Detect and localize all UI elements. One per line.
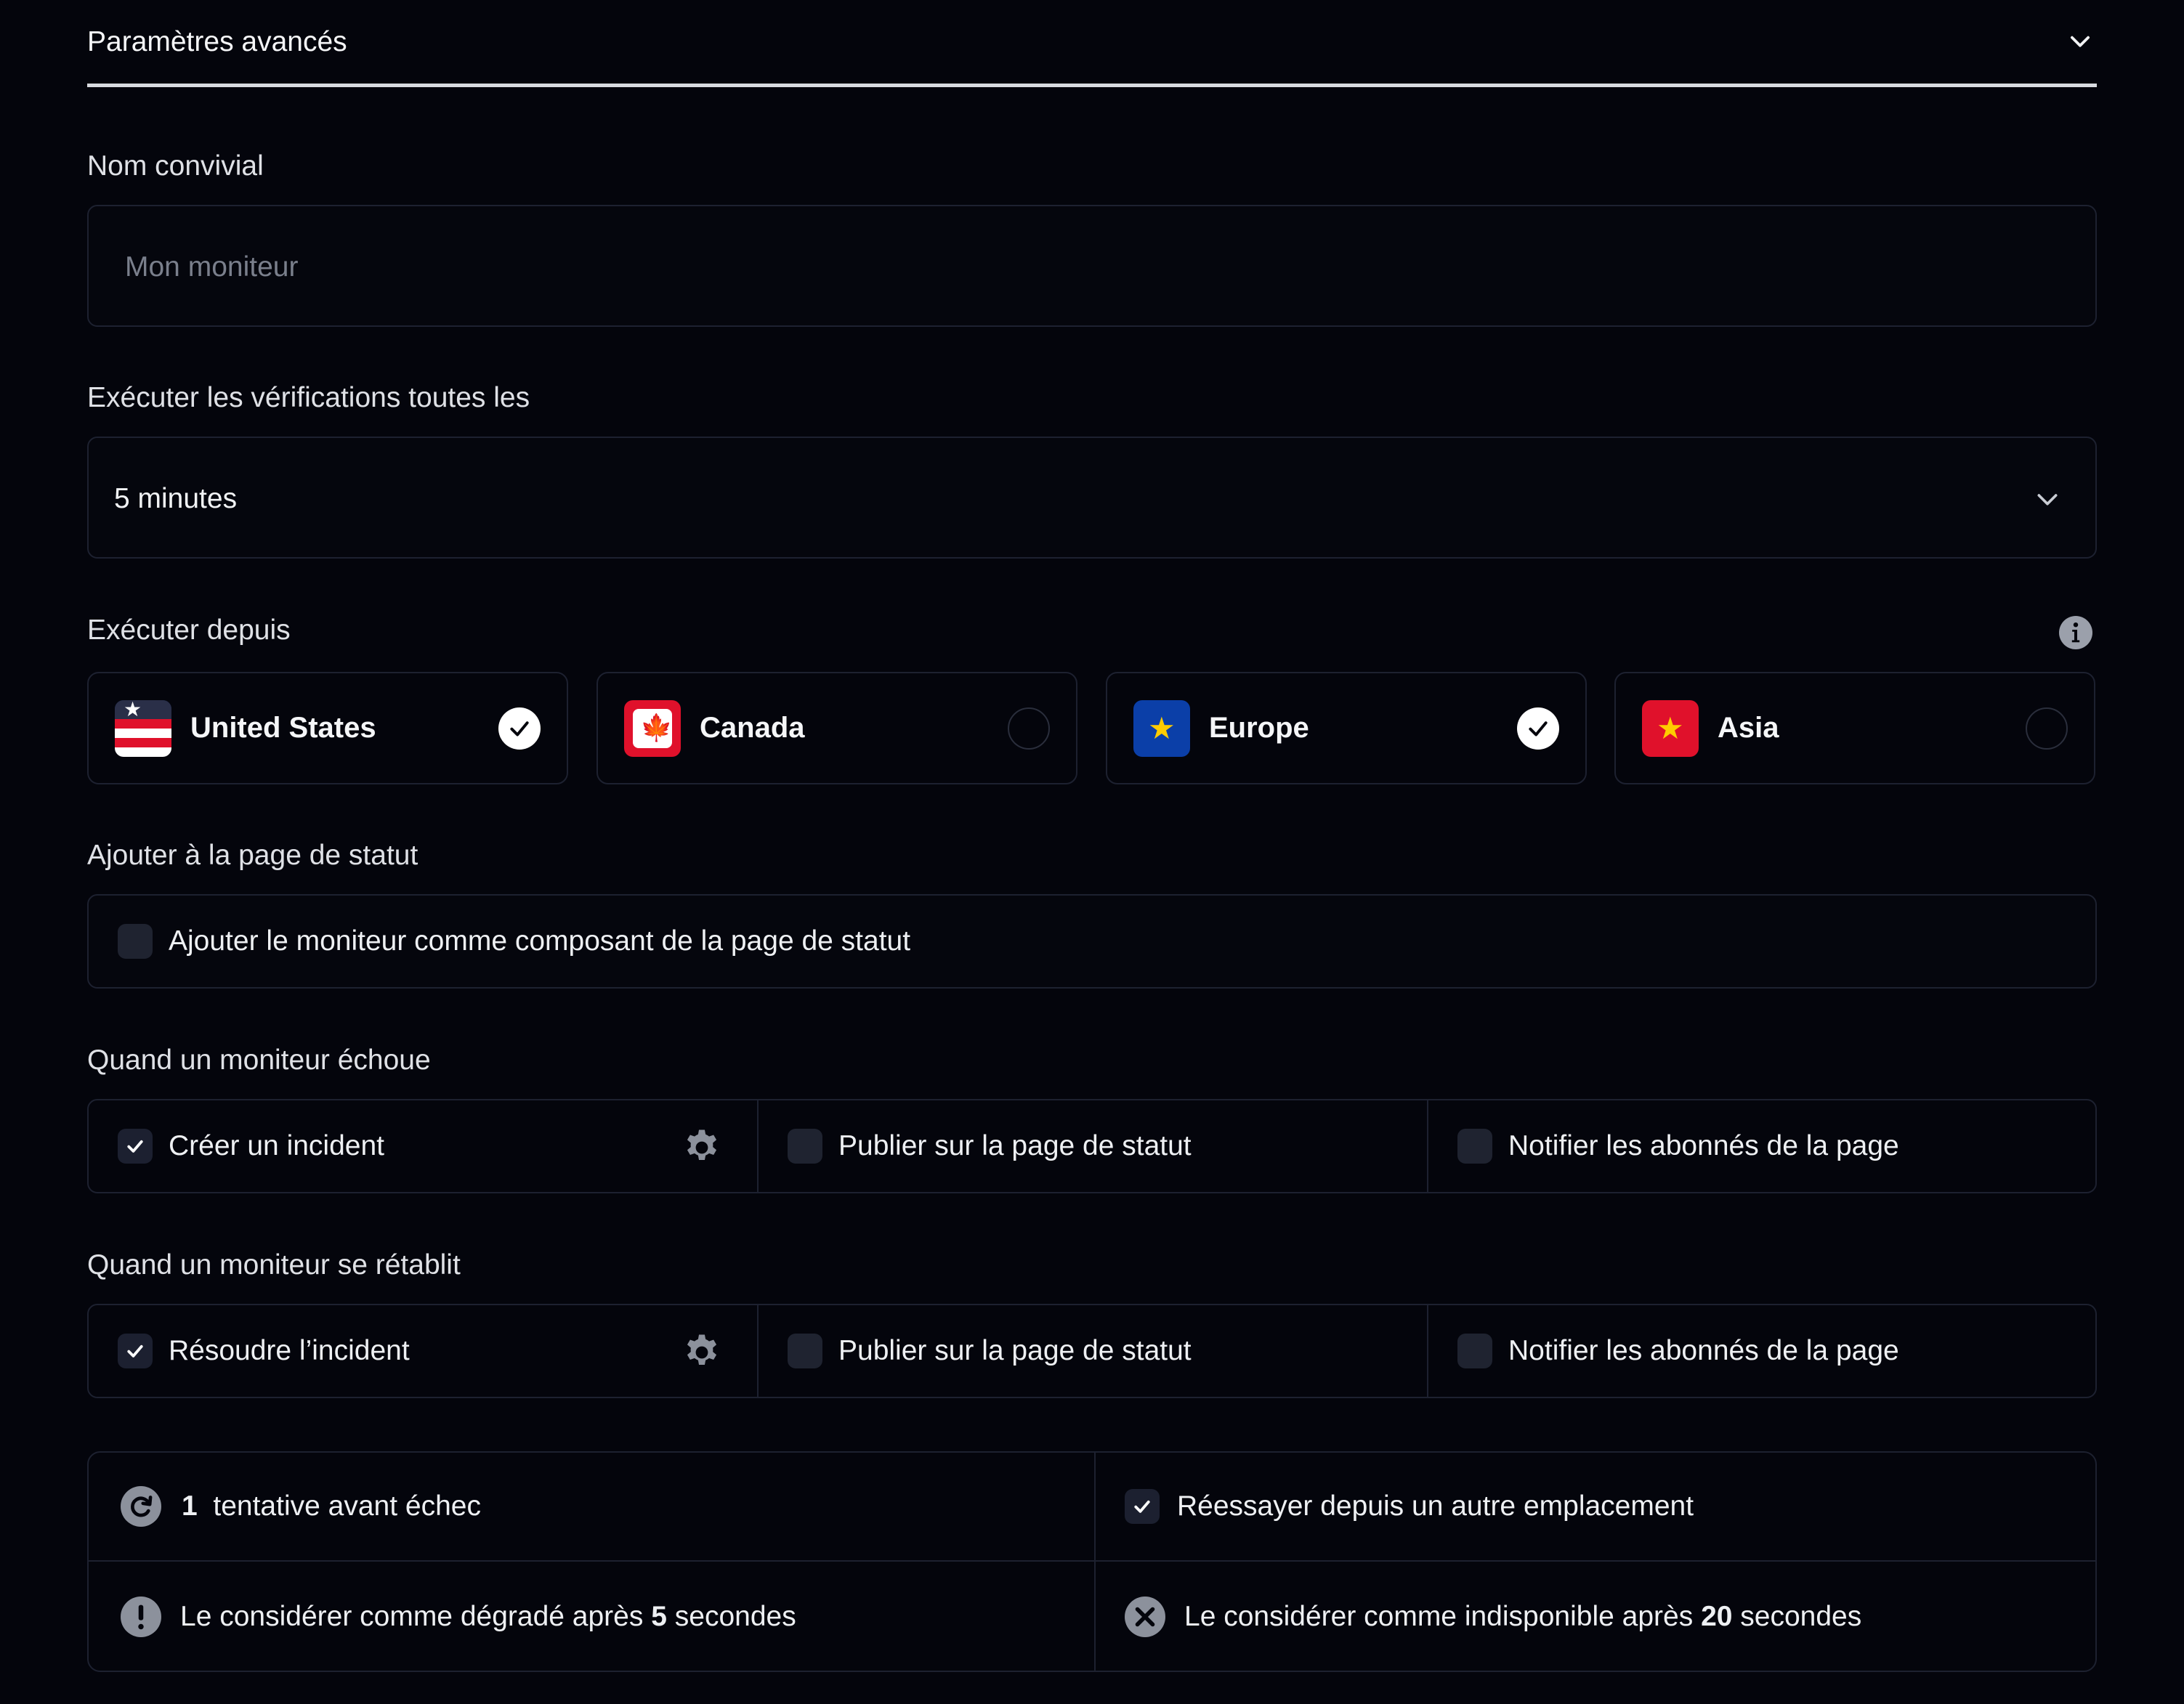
retry-icon (121, 1486, 161, 1527)
publish-status-page-label: Publier sur la page de statut (838, 1335, 1192, 1366)
status-page-option[interactable] (87, 894, 2097, 989)
chevron-down-icon (2033, 484, 2062, 514)
retry-settings-panel (87, 1451, 2097, 1672)
region-card-europe[interactable] (1106, 672, 1587, 784)
create-incident-checkbox[interactable] (118, 1129, 153, 1164)
publish-status-page-option[interactable] (757, 1099, 1428, 1193)
create-incident-option[interactable] (87, 1099, 759, 1193)
friendly-name-label: Nom convivial (87, 150, 264, 182)
gear-icon[interactable] (682, 1127, 722, 1168)
regions-label: Exécuter depuis (87, 614, 291, 646)
resolve-incident-option[interactable] (87, 1304, 759, 1398)
resolve-incident-label: Résoudre l’incident (169, 1335, 410, 1366)
region-name: Europe (1209, 712, 1309, 744)
friendly-name-input[interactable] (87, 205, 2097, 327)
degraded-after: secondes (674, 1601, 796, 1632)
retries-label: tentative avant échec (213, 1490, 481, 1522)
create-incident-label: Créer un incident (169, 1130, 384, 1161)
unavailable-value: 20 (1701, 1601, 1733, 1632)
region-name: Canada (700, 712, 805, 744)
status-page-option-label: Ajouter le moniteur comme composant de la page de statut (169, 925, 911, 957)
retries-count: 1 (182, 1490, 198, 1522)
retry-other-location-checkbox[interactable] (1125, 1489, 1160, 1524)
region-name: United States (190, 712, 376, 744)
chevron-up-icon (2066, 28, 2094, 56)
region-unselected-radio[interactable] (2026, 707, 2068, 750)
publish-status-page-checkbox[interactable] (788, 1334, 822, 1368)
advanced-settings-title: Paramètres avancés (87, 25, 347, 57)
info-icon[interactable] (2058, 615, 2093, 650)
check-icon (507, 716, 532, 741)
panel-divider (1094, 1453, 1096, 1671)
frequency-value: 5 minutes (114, 483, 238, 514)
unavailable-setting[interactable] (1125, 1562, 1861, 1672)
on-recover-label: Quand un moniteur se rétablit (87, 1249, 461, 1281)
frequency-label: Exécuter les vérifications toutes les (87, 382, 530, 413)
x-circle-icon (1125, 1597, 1165, 1637)
unavailable-text (1184, 1601, 1861, 1633)
region-unselected-radio[interactable] (1008, 707, 1050, 750)
retries-setting[interactable] (121, 1453, 481, 1560)
notify-subscribers-option[interactable] (1427, 1304, 2097, 1398)
friendly-name-placeholder: Mon moniteur (125, 251, 299, 283)
check-icon (124, 1340, 146, 1362)
notify-subscribers-option[interactable] (1427, 1099, 2097, 1193)
publish-status-page-checkbox[interactable] (788, 1129, 822, 1164)
retry-other-location-label: Réessayer depuis un autre emplacement (1177, 1490, 1694, 1522)
gear-icon[interactable] (682, 1332, 722, 1373)
publish-status-page-option[interactable] (757, 1304, 1428, 1398)
resolve-incident-checkbox[interactable] (118, 1334, 153, 1368)
degraded-value: 5 (651, 1601, 667, 1632)
unavailable-after: secondes (1740, 1601, 1862, 1632)
notify-subscribers-label: Notifier les abonnés de la page (1508, 1335, 1899, 1366)
notify-subscribers-label: Notifier les abonnés de la page (1508, 1130, 1899, 1161)
advanced-settings-toggle[interactable] (87, 0, 2097, 87)
check-icon (1526, 716, 1550, 741)
region-name: Asia (1718, 712, 1779, 744)
check-icon (1131, 1496, 1153, 1517)
region-card-canada[interactable] (596, 672, 1077, 784)
region-card-united-states[interactable] (87, 672, 568, 784)
status-page-checkbox[interactable] (118, 924, 153, 959)
degraded-before: Le considérer comme dégradé après (180, 1601, 644, 1632)
region-card-asia[interactable] (1614, 672, 2095, 784)
degraded-text (180, 1601, 796, 1633)
canada-flag-icon: 🍁 (624, 700, 681, 757)
retries-text (182, 1490, 481, 1522)
unavailable-before: Le considérer comme indisponible après (1184, 1601, 1694, 1632)
notify-subscribers-checkbox[interactable] (1457, 1334, 1492, 1368)
us-flag-icon: ★ (115, 700, 171, 757)
degraded-setting[interactable] (121, 1562, 796, 1672)
on-fail-label: Quand un moniteur échoue (87, 1044, 431, 1076)
frequency-select[interactable] (87, 437, 2097, 559)
check-icon (124, 1135, 146, 1157)
publish-status-page-label: Publier sur la page de statut (838, 1130, 1192, 1161)
notify-subscribers-checkbox[interactable] (1457, 1129, 1492, 1164)
warning-icon (121, 1597, 161, 1637)
region-selected-check[interactable] (1517, 707, 1559, 750)
region-selected-check[interactable] (498, 707, 541, 750)
eu-flag-icon: ★ (1133, 700, 1190, 757)
retry-other-location-setting[interactable] (1125, 1453, 1694, 1560)
status-page-label: Ajouter à la page de statut (87, 840, 418, 871)
asia-flag-icon: ★ (1642, 700, 1699, 757)
